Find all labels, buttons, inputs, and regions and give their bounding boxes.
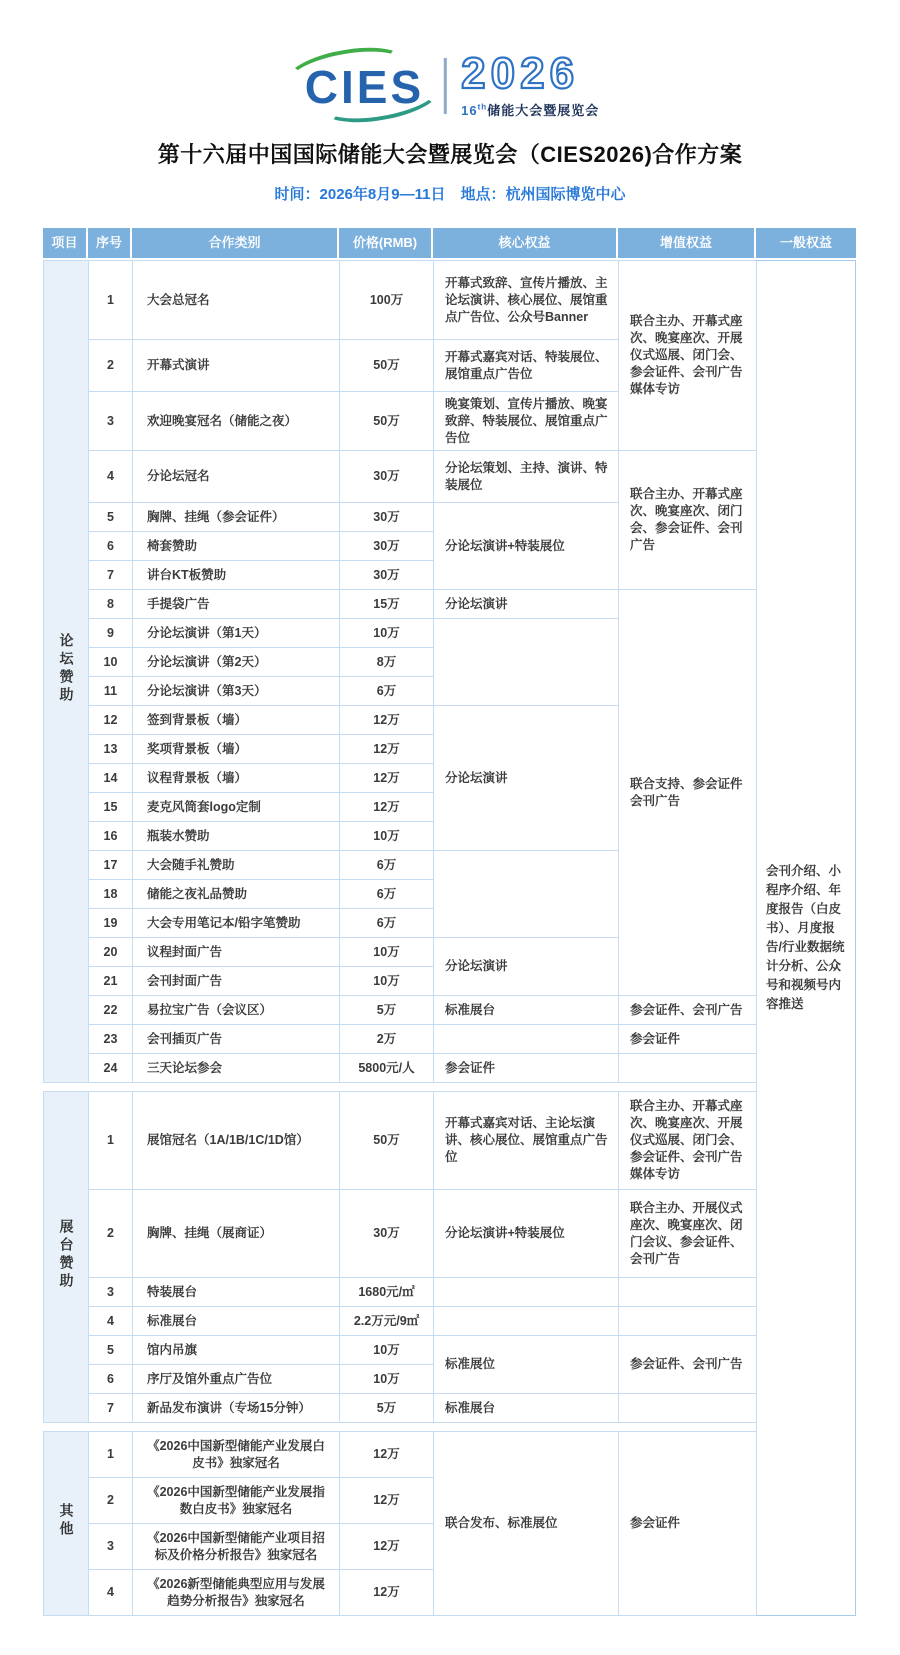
cell-number: 15 bbox=[89, 793, 133, 822]
cell-price: 12万 bbox=[340, 735, 434, 764]
cell-number: 19 bbox=[89, 909, 133, 938]
cell-number: 1 bbox=[89, 261, 133, 340]
cell-price: 6万 bbox=[340, 851, 434, 880]
cell-number: 3 bbox=[89, 1524, 133, 1570]
table-row bbox=[44, 1025, 757, 1054]
cell-price: 50万 bbox=[340, 392, 434, 451]
table-row bbox=[44, 1190, 757, 1278]
cell-number: 8 bbox=[89, 590, 133, 619]
header-cell-category: 合作类别 bbox=[132, 228, 339, 258]
cell-value-rights bbox=[619, 1278, 757, 1307]
cell-price: 15万 bbox=[340, 590, 434, 619]
cell-price: 5万 bbox=[340, 1394, 434, 1423]
cell-price: 2.2万元/9㎡ bbox=[340, 1307, 434, 1336]
cell-category: 储能之夜礼品赞助 bbox=[133, 880, 340, 909]
cell-core-rights: 分论坛演讲+特装展位 bbox=[434, 503, 619, 590]
cell-price: 30万 bbox=[340, 532, 434, 561]
cell-value-rights: 联合主办、开幕式座次、晚宴座次、闭门会、参会证件、会刊广告 bbox=[619, 451, 757, 590]
section-table-booth bbox=[43, 1091, 757, 1423]
cell-category: 《2026中国新型储能产业发展白皮书》独家冠名 bbox=[133, 1432, 340, 1478]
header-cell-general-rights: 一般权益 bbox=[756, 228, 856, 258]
cell-number: 2 bbox=[89, 340, 133, 392]
cell-number: 6 bbox=[89, 1365, 133, 1394]
cell-category: 《2026中国新型储能产业项目招标及价格分析报告》独家冠名 bbox=[133, 1524, 340, 1570]
cell-category: 讲台KT板赞助 bbox=[133, 561, 340, 590]
cell-category: 大会总冠名 bbox=[133, 261, 340, 340]
cell-number: 24 bbox=[89, 1054, 133, 1083]
cell-core-rights: 分论坛策划、主持、演讲、特装展位 bbox=[434, 451, 619, 503]
cell-number: 22 bbox=[89, 996, 133, 1025]
cell-price: 10万 bbox=[340, 967, 434, 996]
cell-price: 12万 bbox=[340, 1570, 434, 1616]
cell-price: 100万 bbox=[340, 261, 434, 340]
cell-category: 大会专用笔记本/铅字笔赞助 bbox=[133, 909, 340, 938]
table-row bbox=[44, 261, 757, 340]
section-table-forum bbox=[43, 260, 757, 1083]
table-row bbox=[44, 996, 757, 1025]
logo-tagline-number: 16 bbox=[461, 103, 478, 118]
table-header-row bbox=[43, 228, 856, 260]
cell-number: 5 bbox=[89, 1336, 133, 1365]
cell-price: 12万 bbox=[340, 706, 434, 735]
table-row bbox=[44, 590, 757, 619]
cell-category: 分论坛冠名 bbox=[133, 451, 340, 503]
cell-core-rights: 标准展台 bbox=[434, 1394, 619, 1423]
section-label-cell bbox=[44, 1092, 89, 1423]
cell-category: 易拉宝广告（会议区） bbox=[133, 996, 340, 1025]
cell-price: 10万 bbox=[340, 822, 434, 851]
cell-value-rights bbox=[619, 1054, 757, 1083]
cell-core-rights: 分论坛演讲 bbox=[434, 590, 619, 619]
cell-core-rights bbox=[434, 851, 619, 938]
cell-category: 《2026新型储能典型应用与发展趋势分析报告》独家冠名 bbox=[133, 1570, 340, 1616]
cell-category: 新品发布演讲（专场15分钟） bbox=[133, 1394, 340, 1423]
cell-number: 4 bbox=[89, 451, 133, 503]
cell-core-rights bbox=[434, 1307, 619, 1336]
cell-number: 7 bbox=[89, 1394, 133, 1423]
cell-core-rights: 分论坛演讲 bbox=[434, 938, 619, 996]
cell-value-rights: 参会证件、会刊广告 bbox=[619, 1336, 757, 1394]
cell-price: 10万 bbox=[340, 1336, 434, 1365]
cell-value-rights bbox=[619, 1394, 757, 1423]
cell-category: 大会随手礼赞助 bbox=[133, 851, 340, 880]
cell-value-rights: 联合支持、参会证件会刊广告 bbox=[619, 590, 757, 996]
cell-core-rights bbox=[434, 1025, 619, 1054]
section-label: 其他 bbox=[58, 1503, 75, 1539]
cell-number: 5 bbox=[89, 503, 133, 532]
cell-price: 6万 bbox=[340, 880, 434, 909]
table-row bbox=[44, 1054, 757, 1083]
cell-price: 6万 bbox=[340, 677, 434, 706]
cell-category: 麦克风筒套logo定制 bbox=[133, 793, 340, 822]
cell-number: 3 bbox=[89, 1278, 133, 1307]
section-label: 展台赞助 bbox=[58, 1218, 75, 1291]
cell-number: 13 bbox=[89, 735, 133, 764]
cell-category: 会刊插页广告 bbox=[133, 1025, 340, 1054]
cell-price: 50万 bbox=[340, 1092, 434, 1190]
cell-category: 胸牌、挂绳（展商证） bbox=[133, 1190, 340, 1278]
logo bbox=[301, 49, 600, 119]
cell-category: 欢迎晚宴冠名（储能之夜） bbox=[133, 392, 340, 451]
table-row bbox=[44, 1432, 757, 1478]
cell-price: 50万 bbox=[340, 340, 434, 392]
cell-number: 1 bbox=[89, 1092, 133, 1190]
cell-price: 30万 bbox=[340, 561, 434, 590]
cell-category: 展馆冠名（1A/1B/1C/1D馆） bbox=[133, 1092, 340, 1190]
cell-value-rights: 参会证件、会刊广告 bbox=[619, 996, 757, 1025]
cell-category: 三天论坛参会 bbox=[133, 1054, 340, 1083]
cell-value-rights: 联合主办、开幕式座次、晚宴座次、开展仪式巡展、闭门会、参会证件、会刊广告媒体专访 bbox=[619, 261, 757, 451]
cell-category: 分论坛演讲（第2天） bbox=[133, 648, 340, 677]
cell-price: 5万 bbox=[340, 996, 434, 1025]
cell-category: 会刊封面广告 bbox=[133, 967, 340, 996]
cell-price: 6万 bbox=[340, 909, 434, 938]
logo-tagline-text: 储能大会暨展览会 bbox=[487, 103, 600, 118]
cell-category: 馆内吊旗 bbox=[133, 1336, 340, 1365]
cell-number: 4 bbox=[89, 1570, 133, 1616]
section-label-cell bbox=[44, 261, 89, 1083]
cell-number: 3 bbox=[89, 392, 133, 451]
section-label-cell bbox=[44, 1432, 89, 1616]
logo-tagline-sup: th bbox=[477, 102, 488, 112]
table-row bbox=[44, 1394, 757, 1423]
cell-price: 10万 bbox=[340, 938, 434, 967]
cell-number: 21 bbox=[89, 967, 133, 996]
cooperation-table bbox=[43, 228, 856, 1616]
event-schedule: 时间：2026年8月9—11日 地点：杭州国际博览中心 bbox=[274, 186, 626, 203]
cell-category: 胸牌、挂绳（参会证件） bbox=[133, 503, 340, 532]
cell-number: 4 bbox=[89, 1307, 133, 1336]
table-row bbox=[44, 1307, 757, 1336]
logo-right bbox=[461, 49, 600, 119]
cell-price: 30万 bbox=[340, 1190, 434, 1278]
cell-category: 分论坛演讲（第1天） bbox=[133, 619, 340, 648]
general-rights-text: 会刊介绍、小程序介绍、年度报告（白皮书）、月度报告/行业数据统计分析、公众号和视频号内容推送 bbox=[766, 864, 845, 1011]
cell-price: 12万 bbox=[340, 1432, 434, 1478]
section-tables bbox=[43, 260, 756, 1616]
cell-number: 2 bbox=[89, 1478, 133, 1524]
cell-category: 特装展台 bbox=[133, 1278, 340, 1307]
cell-core-rights: 联合发布、标准展位 bbox=[434, 1432, 619, 1616]
general-rights-cell bbox=[756, 260, 856, 1616]
logo-brand: CIES bbox=[304, 60, 425, 113]
cell-value-rights: 参会证件 bbox=[619, 1025, 757, 1054]
logo-year: 2026 bbox=[461, 49, 580, 98]
cell-number: 6 bbox=[89, 532, 133, 561]
cell-number: 18 bbox=[89, 880, 133, 909]
cell-number: 14 bbox=[89, 764, 133, 793]
cell-number: 10 bbox=[89, 648, 133, 677]
table-row bbox=[44, 451, 757, 503]
cell-number: 11 bbox=[89, 677, 133, 706]
cell-price: 10万 bbox=[340, 619, 434, 648]
cell-price: 1680元/㎡ bbox=[340, 1278, 434, 1307]
cell-value-rights: 联合主办、开展仪式座次、晚宴座次、闭门会议、参会证件、会刊广告 bbox=[619, 1190, 757, 1278]
cell-category: 手提袋广告 bbox=[133, 590, 340, 619]
cell-number: 17 bbox=[89, 851, 133, 880]
cell-value-rights: 参会证件 bbox=[619, 1432, 757, 1616]
cell-category: 议程背景板（墙） bbox=[133, 764, 340, 793]
table-row bbox=[44, 1278, 757, 1307]
header-cell-value-rights: 增值权益 bbox=[618, 228, 756, 258]
section-table-other bbox=[43, 1431, 757, 1616]
cell-number: 16 bbox=[89, 822, 133, 851]
header-cell-price: 价格(RMB) bbox=[339, 228, 433, 258]
cell-category: 《2026中国新型储能产业发展指数白皮书》独家冠名 bbox=[133, 1478, 340, 1524]
header-cell-core-rights: 核心权益 bbox=[433, 228, 618, 258]
cell-number: 2 bbox=[89, 1190, 133, 1278]
cell-price: 2万 bbox=[340, 1025, 434, 1054]
cell-core-rights: 标准展位 bbox=[434, 1336, 619, 1394]
table-body bbox=[43, 260, 856, 1616]
cell-core-rights: 分论坛演讲+特装展位 bbox=[434, 1190, 619, 1278]
cell-number: 12 bbox=[89, 706, 133, 735]
cell-number: 7 bbox=[89, 561, 133, 590]
cell-price: 30万 bbox=[340, 503, 434, 532]
cell-core-rights: 开幕式嘉宾对话、特装展位、展馆重点广告位 bbox=[434, 340, 619, 392]
header-cell-project: 项目 bbox=[43, 228, 88, 258]
cell-number: 9 bbox=[89, 619, 133, 648]
cell-price: 8万 bbox=[340, 648, 434, 677]
cell-category: 签到背景板（墙） bbox=[133, 706, 340, 735]
cell-core-rights bbox=[434, 1278, 619, 1307]
cell-category: 奖项背景板（墙） bbox=[133, 735, 340, 764]
cell-price: 10万 bbox=[340, 1365, 434, 1394]
cell-category: 瓶装水赞助 bbox=[133, 822, 340, 851]
cell-number: 20 bbox=[89, 938, 133, 967]
cell-value-rights: 联合主办、开幕式座次、晚宴座次、开展仪式巡展、闭门会、参会证件、会刊广告媒体专访 bbox=[619, 1092, 757, 1190]
cell-category: 椅套赞助 bbox=[133, 532, 340, 561]
cell-category: 分论坛演讲（第3天） bbox=[133, 677, 340, 706]
header-cell-number: 序号 bbox=[88, 228, 132, 258]
cell-core-rights: 标准展台 bbox=[434, 996, 619, 1025]
section-label: 论坛赞助 bbox=[58, 633, 75, 705]
cell-core-rights: 开幕式嘉宾对话、主论坛演讲、核心展位、展馆重点广告位 bbox=[434, 1092, 619, 1190]
table-row bbox=[44, 1092, 757, 1190]
logo-tagline bbox=[461, 100, 599, 119]
cell-price: 5800元/人 bbox=[340, 1054, 434, 1083]
cell-core-rights: 分论坛演讲 bbox=[434, 706, 619, 851]
cell-core-rights: 开幕式致辞、宣传片播放、主论坛演讲、核心展位、展馆重点广告位、公众号Banner bbox=[434, 261, 619, 340]
cell-value-rights bbox=[619, 1307, 757, 1336]
cell-core-rights bbox=[434, 619, 619, 706]
cell-price: 12万 bbox=[340, 793, 434, 822]
cell-core-rights: 参会证件 bbox=[434, 1054, 619, 1083]
page-title: 第十六届中国国际储能大会暨展览会（CIES2026)合作方案 bbox=[157, 142, 743, 167]
cell-price: 12万 bbox=[340, 764, 434, 793]
cell-category: 开幕式演讲 bbox=[133, 340, 340, 392]
cell-number: 1 bbox=[89, 1432, 133, 1478]
logo-divider bbox=[444, 58, 447, 114]
table-row bbox=[44, 1336, 757, 1365]
cell-category: 序厅及馆外重点广告位 bbox=[133, 1365, 340, 1394]
cell-price: 12万 bbox=[340, 1478, 434, 1524]
logo-mark bbox=[301, 54, 430, 118]
cell-price: 12万 bbox=[340, 1524, 434, 1570]
cell-number: 23 bbox=[89, 1025, 133, 1054]
cell-category: 标准展台 bbox=[133, 1307, 340, 1336]
cell-core-rights: 晚宴策划、宣传片播放、晚宴致辞、特装展位、展馆重点广告位 bbox=[434, 392, 619, 451]
cell-category: 议程封面广告 bbox=[133, 938, 340, 967]
cell-price: 30万 bbox=[340, 451, 434, 503]
